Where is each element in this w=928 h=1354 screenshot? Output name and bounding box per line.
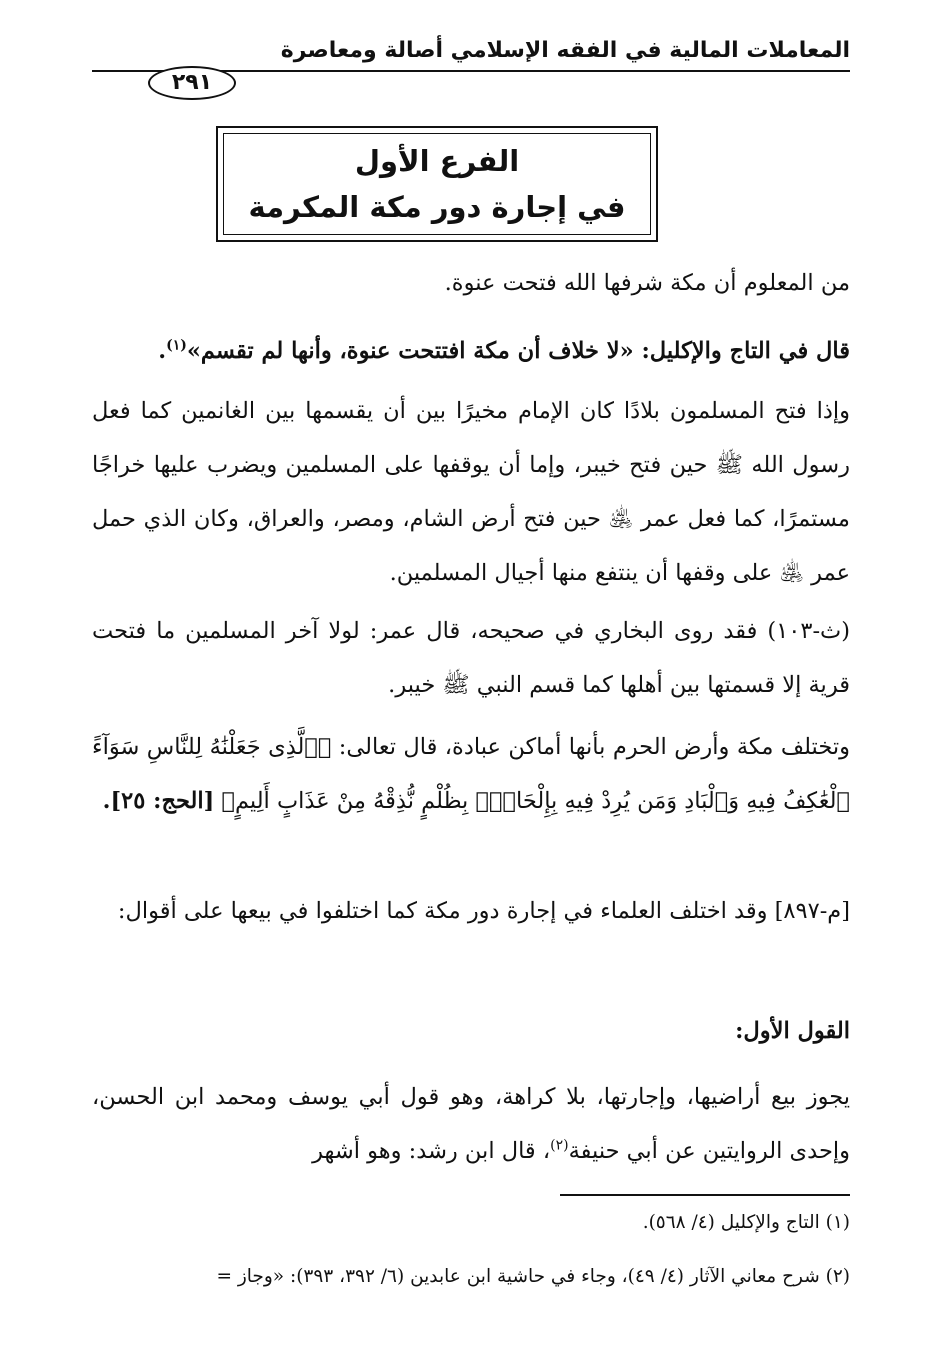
footnote-1: (١) التاج والإكليل (٤/ ٥٦٨). <box>642 1212 850 1233</box>
paragraph-1: من المعلوم أن مكة شرفها الله فتحت عنوة. <box>444 270 850 296</box>
paragraph-2-text: قال في التاج والإكليل: «لا خلاف أن مكة افتتحت عنوة، وأنها لم تقسم» <box>186 338 850 364</box>
page-number: ٢٩١ <box>148 66 236 100</box>
running-title: المعاملات المالية في الفقه الإسلامي أصالة ومعاصرة <box>280 38 850 63</box>
footnote-2: (٢) شرح معاني الآثار (٤/ ٤٩)، وجاء في حاشية ابن عابدين (٦/ ٣٩٢، ٣٩٣): «وجاز = <box>216 1266 850 1287</box>
paragraph-5 <box>92 720 850 828</box>
paragraph-2-end: . <box>158 338 167 364</box>
section-title-box <box>216 126 658 242</box>
paragraph-3: وإذا فتح المسلمون بلادًا كان الإمام مخيرًا بين أن يقسمها بين الغانمين كما فعل رسول الله ﷺ حين فتح خيبر، وإما أن يوقفها على المسلمين ويضرب عليها خراجًا مستمرًا، كما فعل عمر ﵁ حين فتح أرض الشام، ومصر، والعراق، وكان الذي حمل عمر ﵁ على وقفها أن ينتفع منها أجيال المسلمين. <box>92 398 850 586</box>
paragraph-6: [م-٨٩٧] وقد اختلف العلماء في إجارة دور مكة كما اختلفوا في بيعها على أقوال: <box>117 898 850 924</box>
opinion-heading: القول الأول: <box>735 1018 850 1044</box>
section-subtitle: في إجارة دور مكة المكرمة <box>248 190 626 224</box>
paragraph-5-intro: وتختلف مكة وأرض الحرم بأنها أماكن عبادة، قال تعالى: <box>331 734 850 760</box>
paragraph-8-end: ، قال ابن رشد: وهو أشهر <box>312 1138 551 1164</box>
section-title: الفرع الأول <box>354 144 520 178</box>
paragraph-8 <box>92 1070 850 1178</box>
paragraph-2 <box>92 324 850 378</box>
paragraph-8-text: يجوز بيع أراضيها، وإجارتها، بلا كراهة، وهو قول أبي يوسف ومحمد ابن الحسن، وإحدى الروايتين عن أبي حنيفة <box>92 1084 850 1164</box>
footnote-ref-1: (١) <box>166 337 187 354</box>
surah-reference: [الحج: ٢٥]. <box>102 788 215 814</box>
footnote-ref-2: (٢) <box>550 1137 569 1154</box>
paragraph-4: (ث-١٠٣) فقد روى البخاري في صحيحه، قال عمر: لولا آخر المسلمين ما فتحت قرية إلا قسمتها بين أهلها كما قسم النبي ﷺ خيبر. <box>92 618 850 698</box>
quran-verse: ﴿ٱلَّذِى جَعَلْنَٰهُ لِلنَّاسِ سَوَآءً ٱلْعَٰكِفُ فِيهِ وَٱلْبَادِ وَمَن يُرِدْ فِيهِ بِإِلْحَادٍۭ بِظُلْمٍ نُّذِقْهُ مِنْ عَذَابٍ أَلِيمٍ﴾ <box>92 734 850 814</box>
footnote-rule <box>560 1194 850 1196</box>
